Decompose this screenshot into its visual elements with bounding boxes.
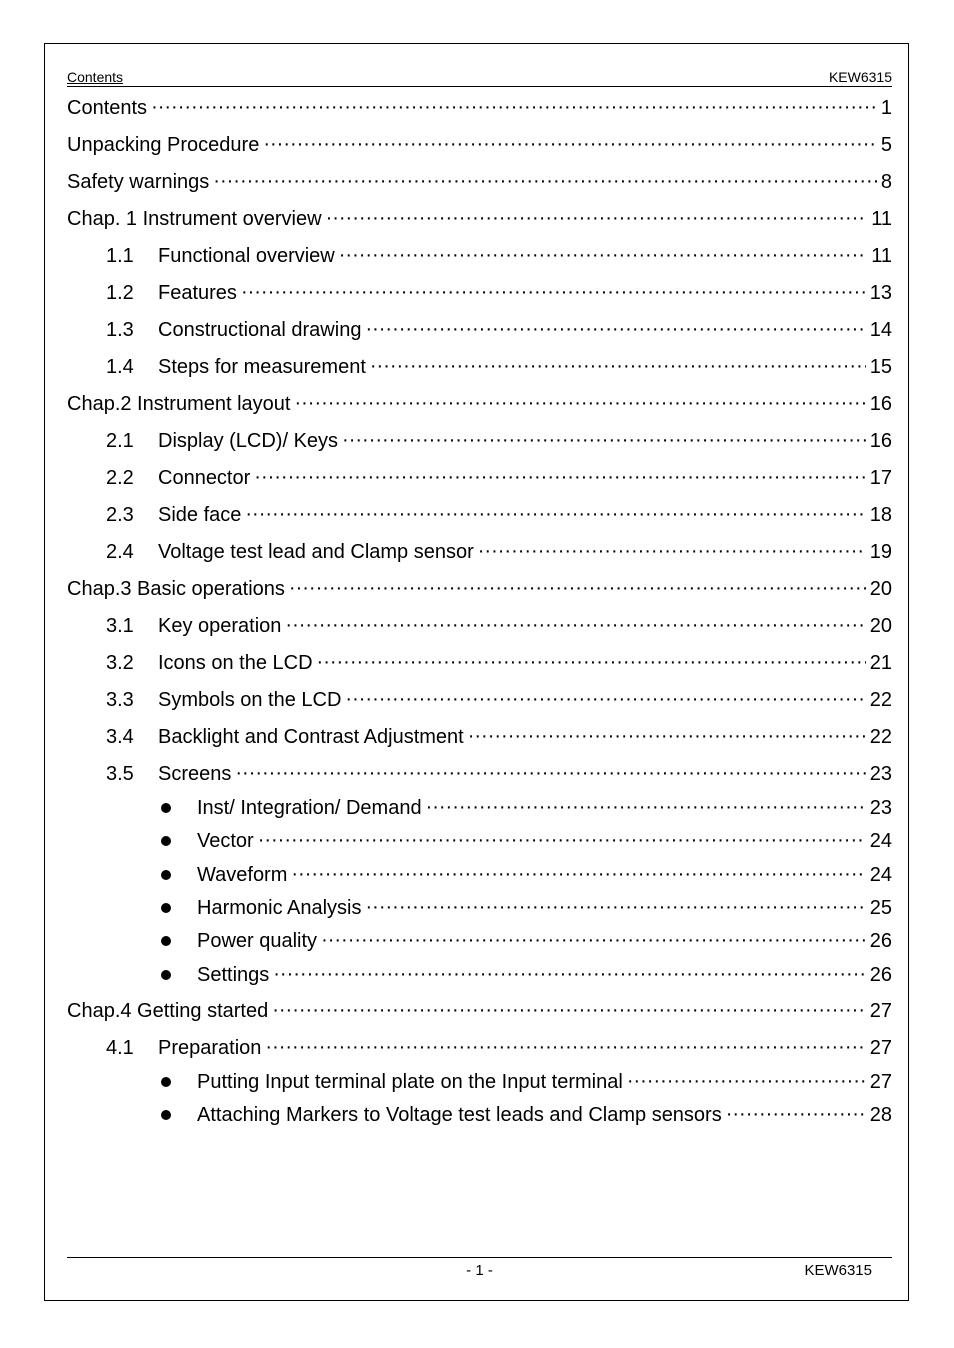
toc-entry-number: 4.1 — [106, 1036, 134, 1059]
toc-entry[interactable] — [67, 316, 892, 344]
toc-entry[interactable] — [67, 205, 892, 233]
toc-entry[interactable] — [67, 794, 892, 822]
toc-entry-title: Features — [158, 281, 237, 304]
toc-entry-page: 1 — [880, 96, 892, 119]
toc-entry-page: 16 — [869, 429, 892, 452]
dot-leader — [241, 279, 866, 307]
toc-entry-page: 27 — [869, 999, 892, 1022]
toc-entry-title: Putting Input terminal plate on the Input terminal — [197, 1070, 623, 1093]
toc-entry-title: Unpacking Procedure — [67, 133, 260, 156]
toc-entry[interactable] — [67, 961, 892, 989]
toc-entry-page: 20 — [869, 614, 892, 637]
toc-entry[interactable] — [67, 612, 892, 640]
toc-entry-title: Contents — [67, 96, 148, 119]
dot-leader — [326, 205, 868, 233]
toc-entry[interactable] — [67, 1034, 892, 1062]
toc-entry-title: Display (LCD)/ Keys — [158, 429, 339, 452]
toc-entry-title: Constructional drawing — [158, 318, 362, 341]
dot-leader — [365, 316, 865, 344]
toc-entry[interactable] — [67, 353, 892, 381]
toc-entry-page: 21 — [869, 651, 892, 674]
dot-leader — [273, 961, 865, 989]
toc-entry-number: 3.2 — [106, 651, 134, 674]
dot-leader — [468, 723, 866, 751]
toc-entry-number: 3.4 — [106, 725, 134, 748]
toc-entry-title: Harmonic Analysis — [197, 896, 362, 919]
toc-entry-number: 2.2 — [106, 466, 134, 489]
toc-entry-page: 13 — [869, 281, 892, 304]
page-number: - 1 - — [466, 1262, 493, 1279]
toc-entry-number: 3.1 — [106, 614, 134, 637]
toc-entry[interactable] — [67, 131, 892, 159]
toc-entry-number: 2.4 — [106, 540, 134, 563]
toc-entry-number: 1.2 — [106, 281, 134, 304]
toc-entry[interactable] — [67, 649, 892, 677]
toc-entry-title: Icons on the LCD — [158, 651, 313, 674]
toc-entry[interactable] — [67, 997, 892, 1025]
dot-leader — [342, 427, 866, 455]
dot-leader — [294, 390, 865, 418]
toc-entry-title: Key operation — [158, 614, 282, 637]
toc-entry-page: 18 — [869, 503, 892, 526]
toc-entry[interactable] — [67, 501, 892, 529]
toc-entry[interactable] — [67, 760, 892, 788]
toc-entry-number: 3.5 — [106, 762, 134, 785]
toc-entry-title: Settings — [197, 963, 270, 986]
dot-leader — [263, 131, 877, 159]
toc-entry-title: Functional overview — [158, 244, 335, 267]
dot-leader — [366, 894, 866, 922]
toc-entry-page: 27 — [869, 1070, 892, 1093]
toc-entry-title: Backlight and Contrast Adjustment — [158, 725, 464, 748]
toc-entry-title: Attaching Markers to Voltage test leads and Clamp sensors — [197, 1103, 722, 1126]
dot-leader — [151, 94, 877, 122]
toc-entry-number: 3.3 — [106, 688, 134, 711]
toc-entry-page: 26 — [869, 963, 892, 986]
dot-leader — [339, 242, 867, 270]
toc-entry-page: 8 — [880, 170, 892, 193]
toc-entry-title: Voltage test lead and Clamp sensor — [158, 540, 474, 563]
dot-leader — [272, 997, 866, 1025]
dot-leader — [291, 861, 865, 889]
toc-entry-title: Waveform — [197, 863, 288, 886]
toc-entry-title: Chap.4 Getting started — [67, 999, 269, 1022]
toc-entry-page: 24 — [869, 829, 892, 852]
dot-leader — [321, 927, 866, 955]
toc-entry-page: 23 — [869, 762, 892, 785]
header-section-title: Contents — [67, 69, 124, 85]
toc-entry[interactable] — [67, 427, 892, 455]
bullet-icon — [161, 1110, 171, 1120]
toc-entry[interactable] — [67, 168, 892, 196]
toc-entry-number: 2.1 — [106, 429, 134, 452]
toc-entry[interactable] — [67, 686, 892, 714]
dot-leader — [265, 1034, 865, 1062]
bullet-icon — [161, 870, 171, 880]
toc-entry-number: 1.1 — [106, 244, 134, 267]
dot-leader — [726, 1101, 866, 1129]
toc-entry-title: Chap. 1 Instrument overview — [67, 207, 322, 230]
toc-entry-page: 19 — [869, 540, 892, 563]
bullet-icon — [161, 836, 171, 846]
bullet-icon — [161, 903, 171, 913]
toc-entry-page: 25 — [869, 896, 892, 919]
dot-leader — [245, 501, 865, 529]
dot-leader — [258, 827, 866, 855]
dot-leader — [317, 649, 866, 677]
dot-leader — [235, 760, 865, 788]
toc-entry-page: 26 — [869, 929, 892, 952]
toc-entry-page: 28 — [869, 1103, 892, 1126]
dot-leader — [289, 575, 866, 603]
toc-entry-title: Chap.2 Instrument layout — [67, 392, 291, 415]
toc-entry-page: 27 — [869, 1036, 892, 1059]
toc-entry-title: Symbols on the LCD — [158, 688, 342, 711]
footer-model: KEW6315 — [804, 1262, 872, 1279]
toc-entry[interactable] — [67, 861, 892, 889]
toc-entry-page: 20 — [869, 577, 892, 600]
toc-entry-page: 24 — [869, 863, 892, 886]
bullet-icon — [161, 936, 171, 946]
toc-entry-number: 1.4 — [106, 355, 134, 378]
dot-leader — [213, 168, 877, 196]
header-model: KEW6315 — [828, 69, 892, 85]
toc-entry[interactable] — [67, 827, 892, 855]
toc-entry-page: 22 — [869, 688, 892, 711]
toc-entry-title: Screens — [158, 762, 232, 785]
toc-entry-page: 5 — [880, 133, 892, 156]
dot-leader — [426, 794, 866, 822]
toc-entry-title: Chap.3 Basic operations — [67, 577, 285, 600]
toc-entry[interactable] — [67, 94, 892, 122]
toc-entry-title: Vector — [197, 829, 254, 852]
toc-entry-page: 23 — [869, 796, 892, 819]
toc-entry[interactable] — [67, 464, 892, 492]
toc-entry[interactable] — [67, 575, 892, 603]
toc-entry[interactable] — [67, 279, 892, 307]
toc-entry-number: 2.3 — [106, 503, 134, 526]
toc-entry[interactable] — [67, 894, 892, 922]
toc-entry-page: 17 — [869, 466, 892, 489]
dot-leader — [285, 612, 865, 640]
page-footer — [67, 1257, 892, 1279]
toc-entry[interactable] — [67, 927, 892, 955]
toc-entry-page: 22 — [869, 725, 892, 748]
toc-entry-title: Safety warnings — [67, 170, 210, 193]
bullet-icon — [161, 803, 171, 813]
toc-entry[interactable] — [67, 538, 892, 566]
toc-entry-title: Inst/ Integration/ Demand — [197, 796, 422, 819]
toc-entry-number: 1.3 — [106, 318, 134, 341]
toc-entry-page: 15 — [869, 355, 892, 378]
bullet-icon — [161, 1077, 171, 1087]
toc-entry-page: 11 — [871, 244, 892, 267]
toc-entry[interactable] — [67, 1101, 892, 1129]
toc-entry[interactable] — [67, 1068, 892, 1096]
toc-entry-title: Connector — [158, 466, 251, 489]
page-header — [67, 67, 892, 87]
toc-entry[interactable] — [67, 723, 892, 751]
dot-leader — [345, 686, 865, 714]
toc-entry-page: 11 — [871, 207, 892, 230]
dot-leader — [254, 464, 865, 492]
toc-entry-title: Power quality — [197, 929, 318, 952]
dot-leader — [478, 538, 866, 566]
toc-entry-page: 16 — [869, 392, 892, 415]
toc-entry[interactable] — [67, 390, 892, 418]
toc-entry-title: Preparation — [158, 1036, 262, 1059]
bullet-icon — [161, 970, 171, 980]
dot-leader — [627, 1068, 866, 1096]
dot-leader — [370, 353, 866, 381]
toc-entry-title: Steps for measurement — [158, 355, 366, 378]
toc-entry[interactable] — [67, 242, 892, 270]
toc-entry-title: Side face — [158, 503, 242, 526]
toc-entry-page: 14 — [869, 318, 892, 341]
